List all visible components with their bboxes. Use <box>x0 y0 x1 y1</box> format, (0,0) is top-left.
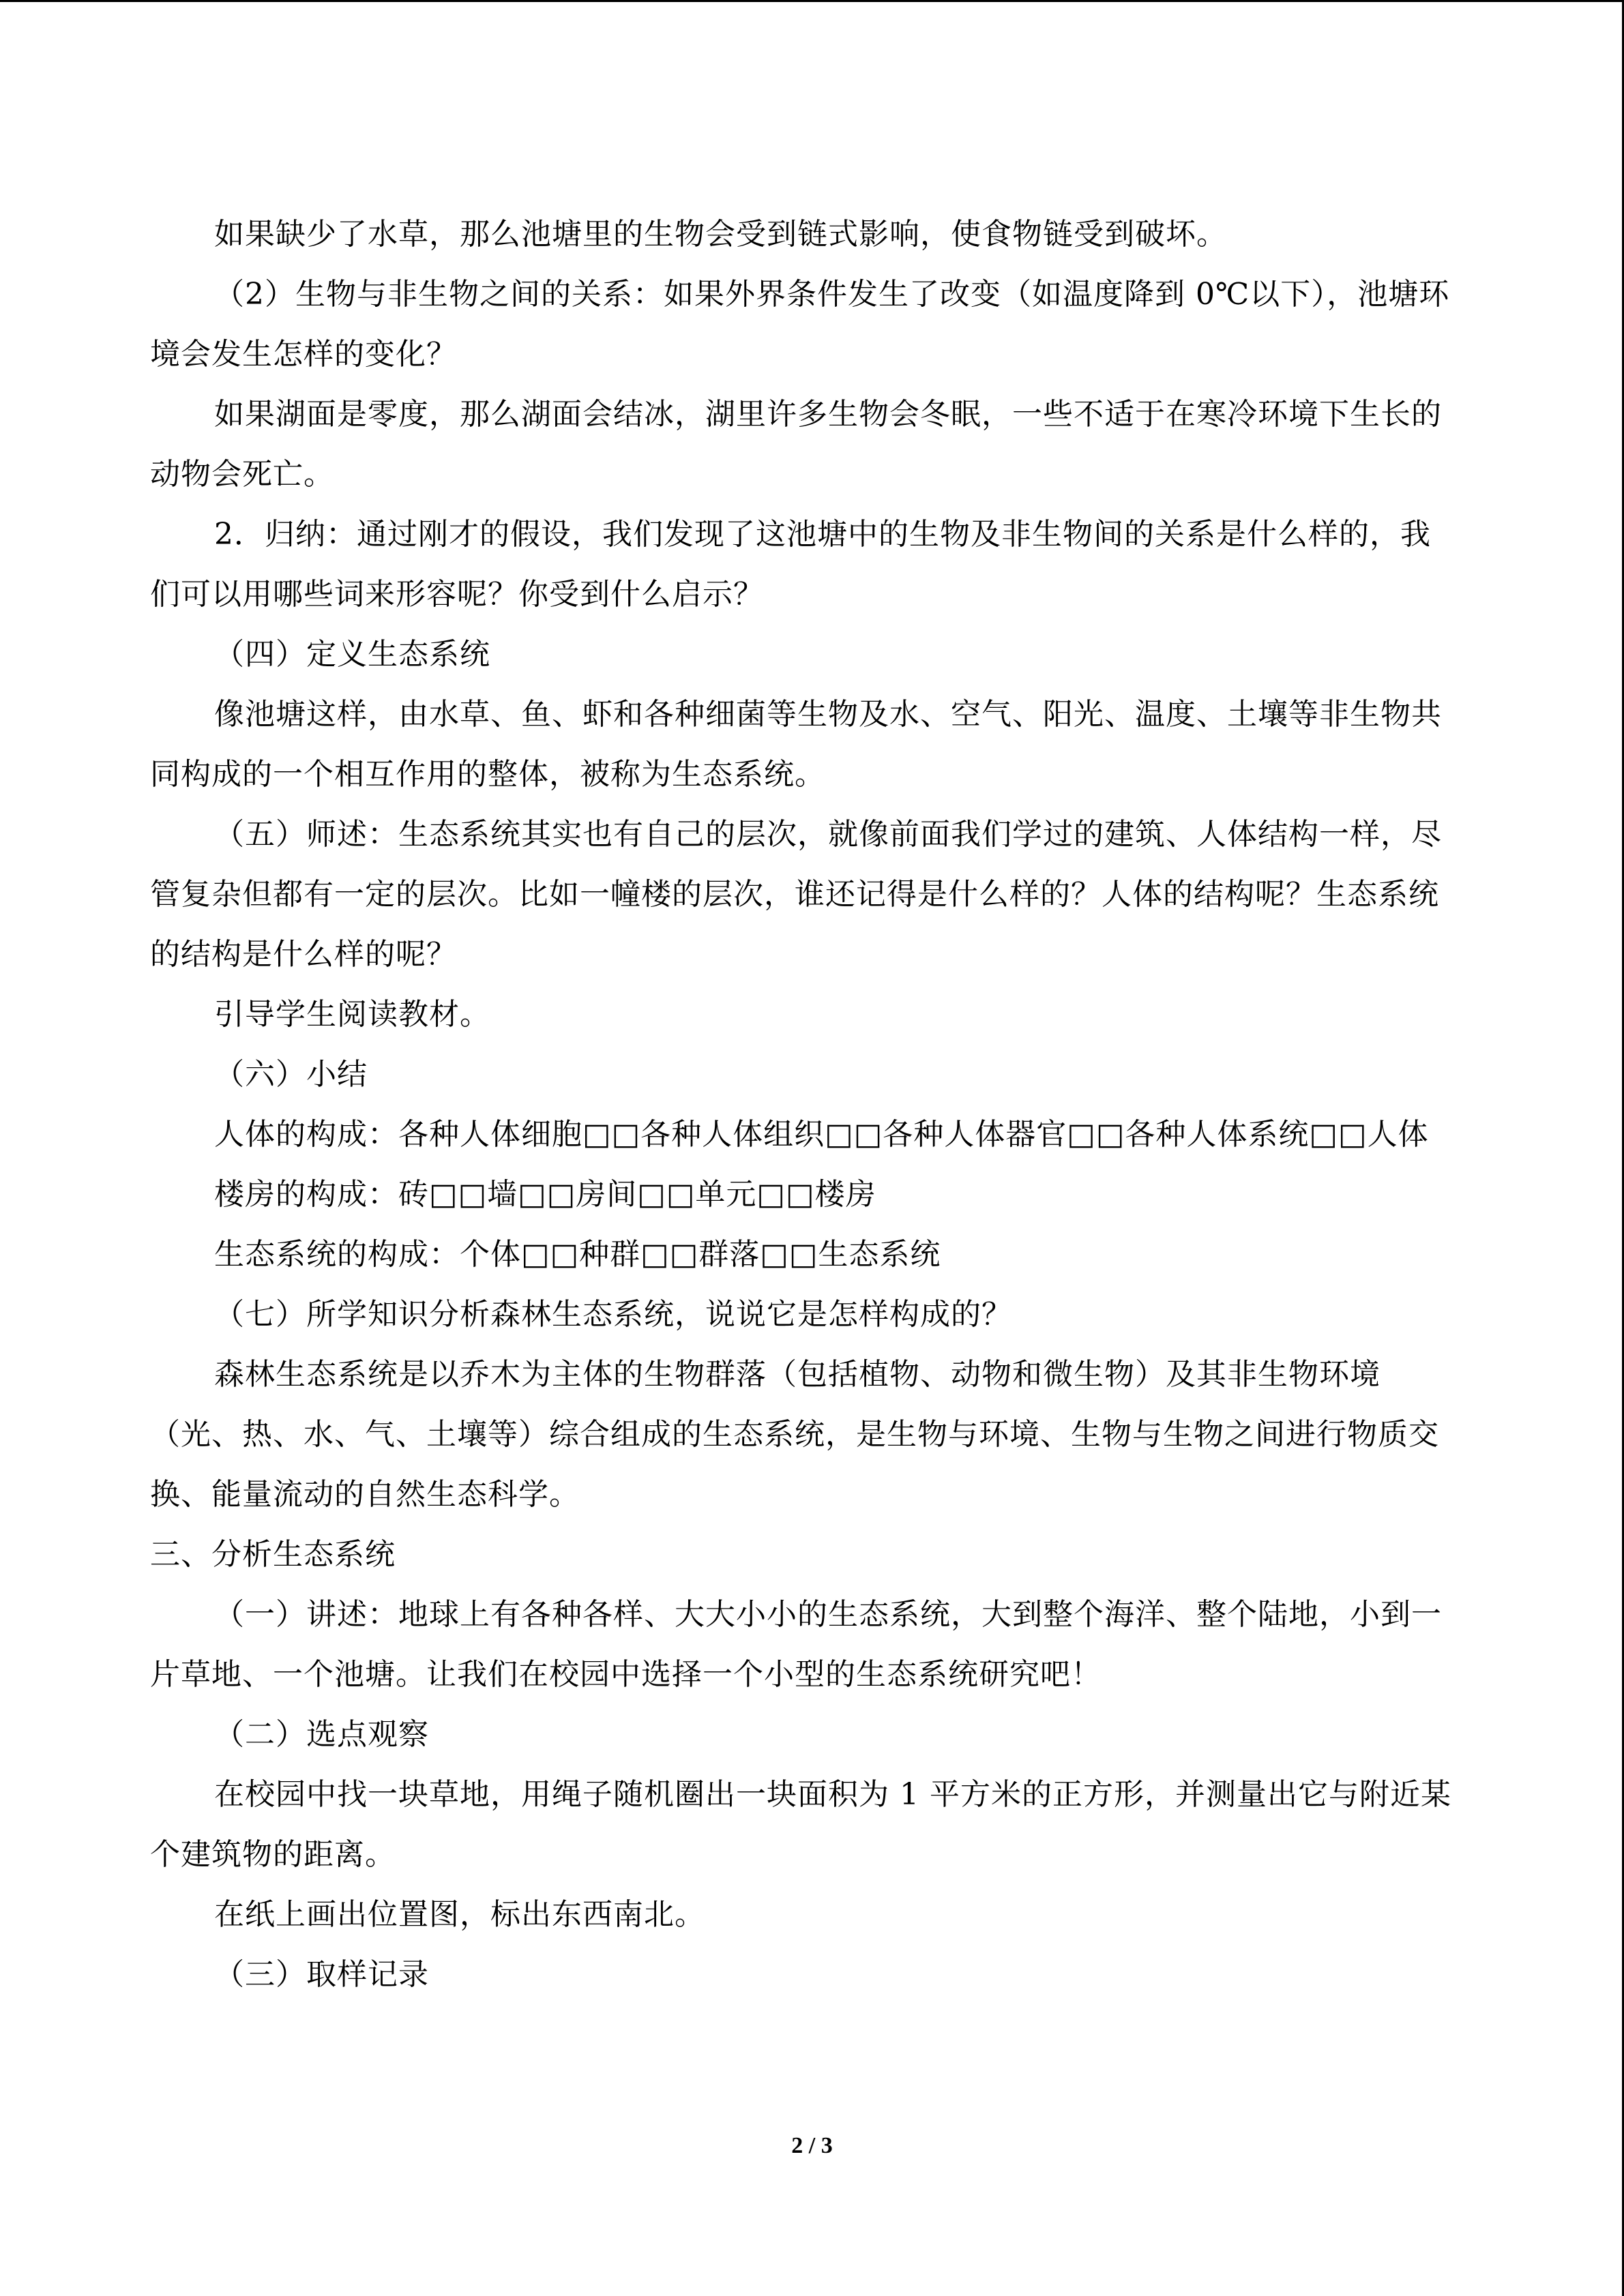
paragraph-forest-ecosystem: 森林生态系统是以乔木为主体的生物群落（包括植物、动物和微生物）及其非生物环境（光、热、水、气、土壤等）综合组成的生态系统，是生物与环境、生物与生物之间进行物质交换、能量流动的自然生态科学。 <box>150 1357 1439 1512</box>
paragraph-ecosystem-definition: 像池塘这样，由水草、鱼、虾和各种细菌等生物及水、空气、阳光、温度、土壤等非生物共同构成的一个相互作用的整体，被称为生态系统。 <box>150 697 1442 792</box>
paragraph-draw-location-map: 在纸上画出位置图，标出东西南北。 <box>214 1897 705 1932</box>
paragraph-guide-reading: 引导学生阅读教材。 <box>214 997 490 1032</box>
paragraph-summary-question: 2．归纳：通过刚才的假设，我们发现了这池塘中的生物及非生物间的关系是什么样的，我们可以用哪些词来形容呢？你受到什么启示？ <box>150 517 1431 612</box>
paragraph-various-ecosystems: （一）讲述：地球上有各种各样、大大小小的生态系统，大到整个海洋、整个陆地，小到一片草地、一个池塘。让我们在校园中选择一个小型的生态系统研究吧！ <box>150 1597 1442 1692</box>
paragraph-pond-grass: 如果缺少了水草，那么池塘里的生物会受到链式影响，使食物链受到破坏。 <box>214 217 1227 252</box>
paragraph-lake-freezing: 如果湖面是零度，那么湖面会结冰，湖里许多生物会冬眠，一些不适于在寒冷环境下生长的动物会死亡。 <box>150 397 1442 492</box>
paragraph-find-grassland: 在校园中找一块草地，用绳子随机圈出一块面积为 1 平方米的正方形，并测量出它与附近某个建筑物的距离。 <box>150 1777 1451 1872</box>
heading-summary: （六）小结 <box>214 1057 368 1092</box>
heading-forest-ecosystem-question: （七）所学知识分析森林生态系统，说说它是怎样构成的？ <box>214 1297 1012 1332</box>
heading-analyze-ecosystem: 三、分析生态系统 <box>150 1537 396 1572</box>
page-number: 2 / 3 <box>791 2133 833 2158</box>
heading-define-ecosystem: （四）定义生态系统 <box>214 637 490 672</box>
heading-sampling-record: （三）取样记录 <box>214 1957 429 1992</box>
paragraph-human-body-structure: 人体的构成：各种人体细胞□□各种人体组织□□各种人体器官□□各种人体系统□□人体 <box>214 1117 1429 1152</box>
document-body <box>150 205 1460 2005</box>
paragraph-building-structure: 楼房的构成：砖□□墙□□房间□□单元□□楼房 <box>214 1177 876 1212</box>
paragraph-bio-nonbio-relation: （2）生物与非生物之间的关系：如果外界条件发生了改变（如温度降到 0℃以下），池塘环境会发生怎样的变化？ <box>150 277 1450 372</box>
heading-site-observation: （二）选点观察 <box>214 1717 429 1752</box>
paragraph-ecosystem-structure: 生态系统的构成：个体□□种群□□群落□□生态系统 <box>214 1237 941 1272</box>
paragraph-teacher-explanation: （五）师述：生态系统其实也有自己的层次，就像前面我们学过的建筑、人体结构一样，尽管复杂但都有一定的层次。比如一幢楼的层次，谁还记得是什么样的？人体的结构呢？生态系统的结构是什么样的呢？ <box>150 817 1442 972</box>
